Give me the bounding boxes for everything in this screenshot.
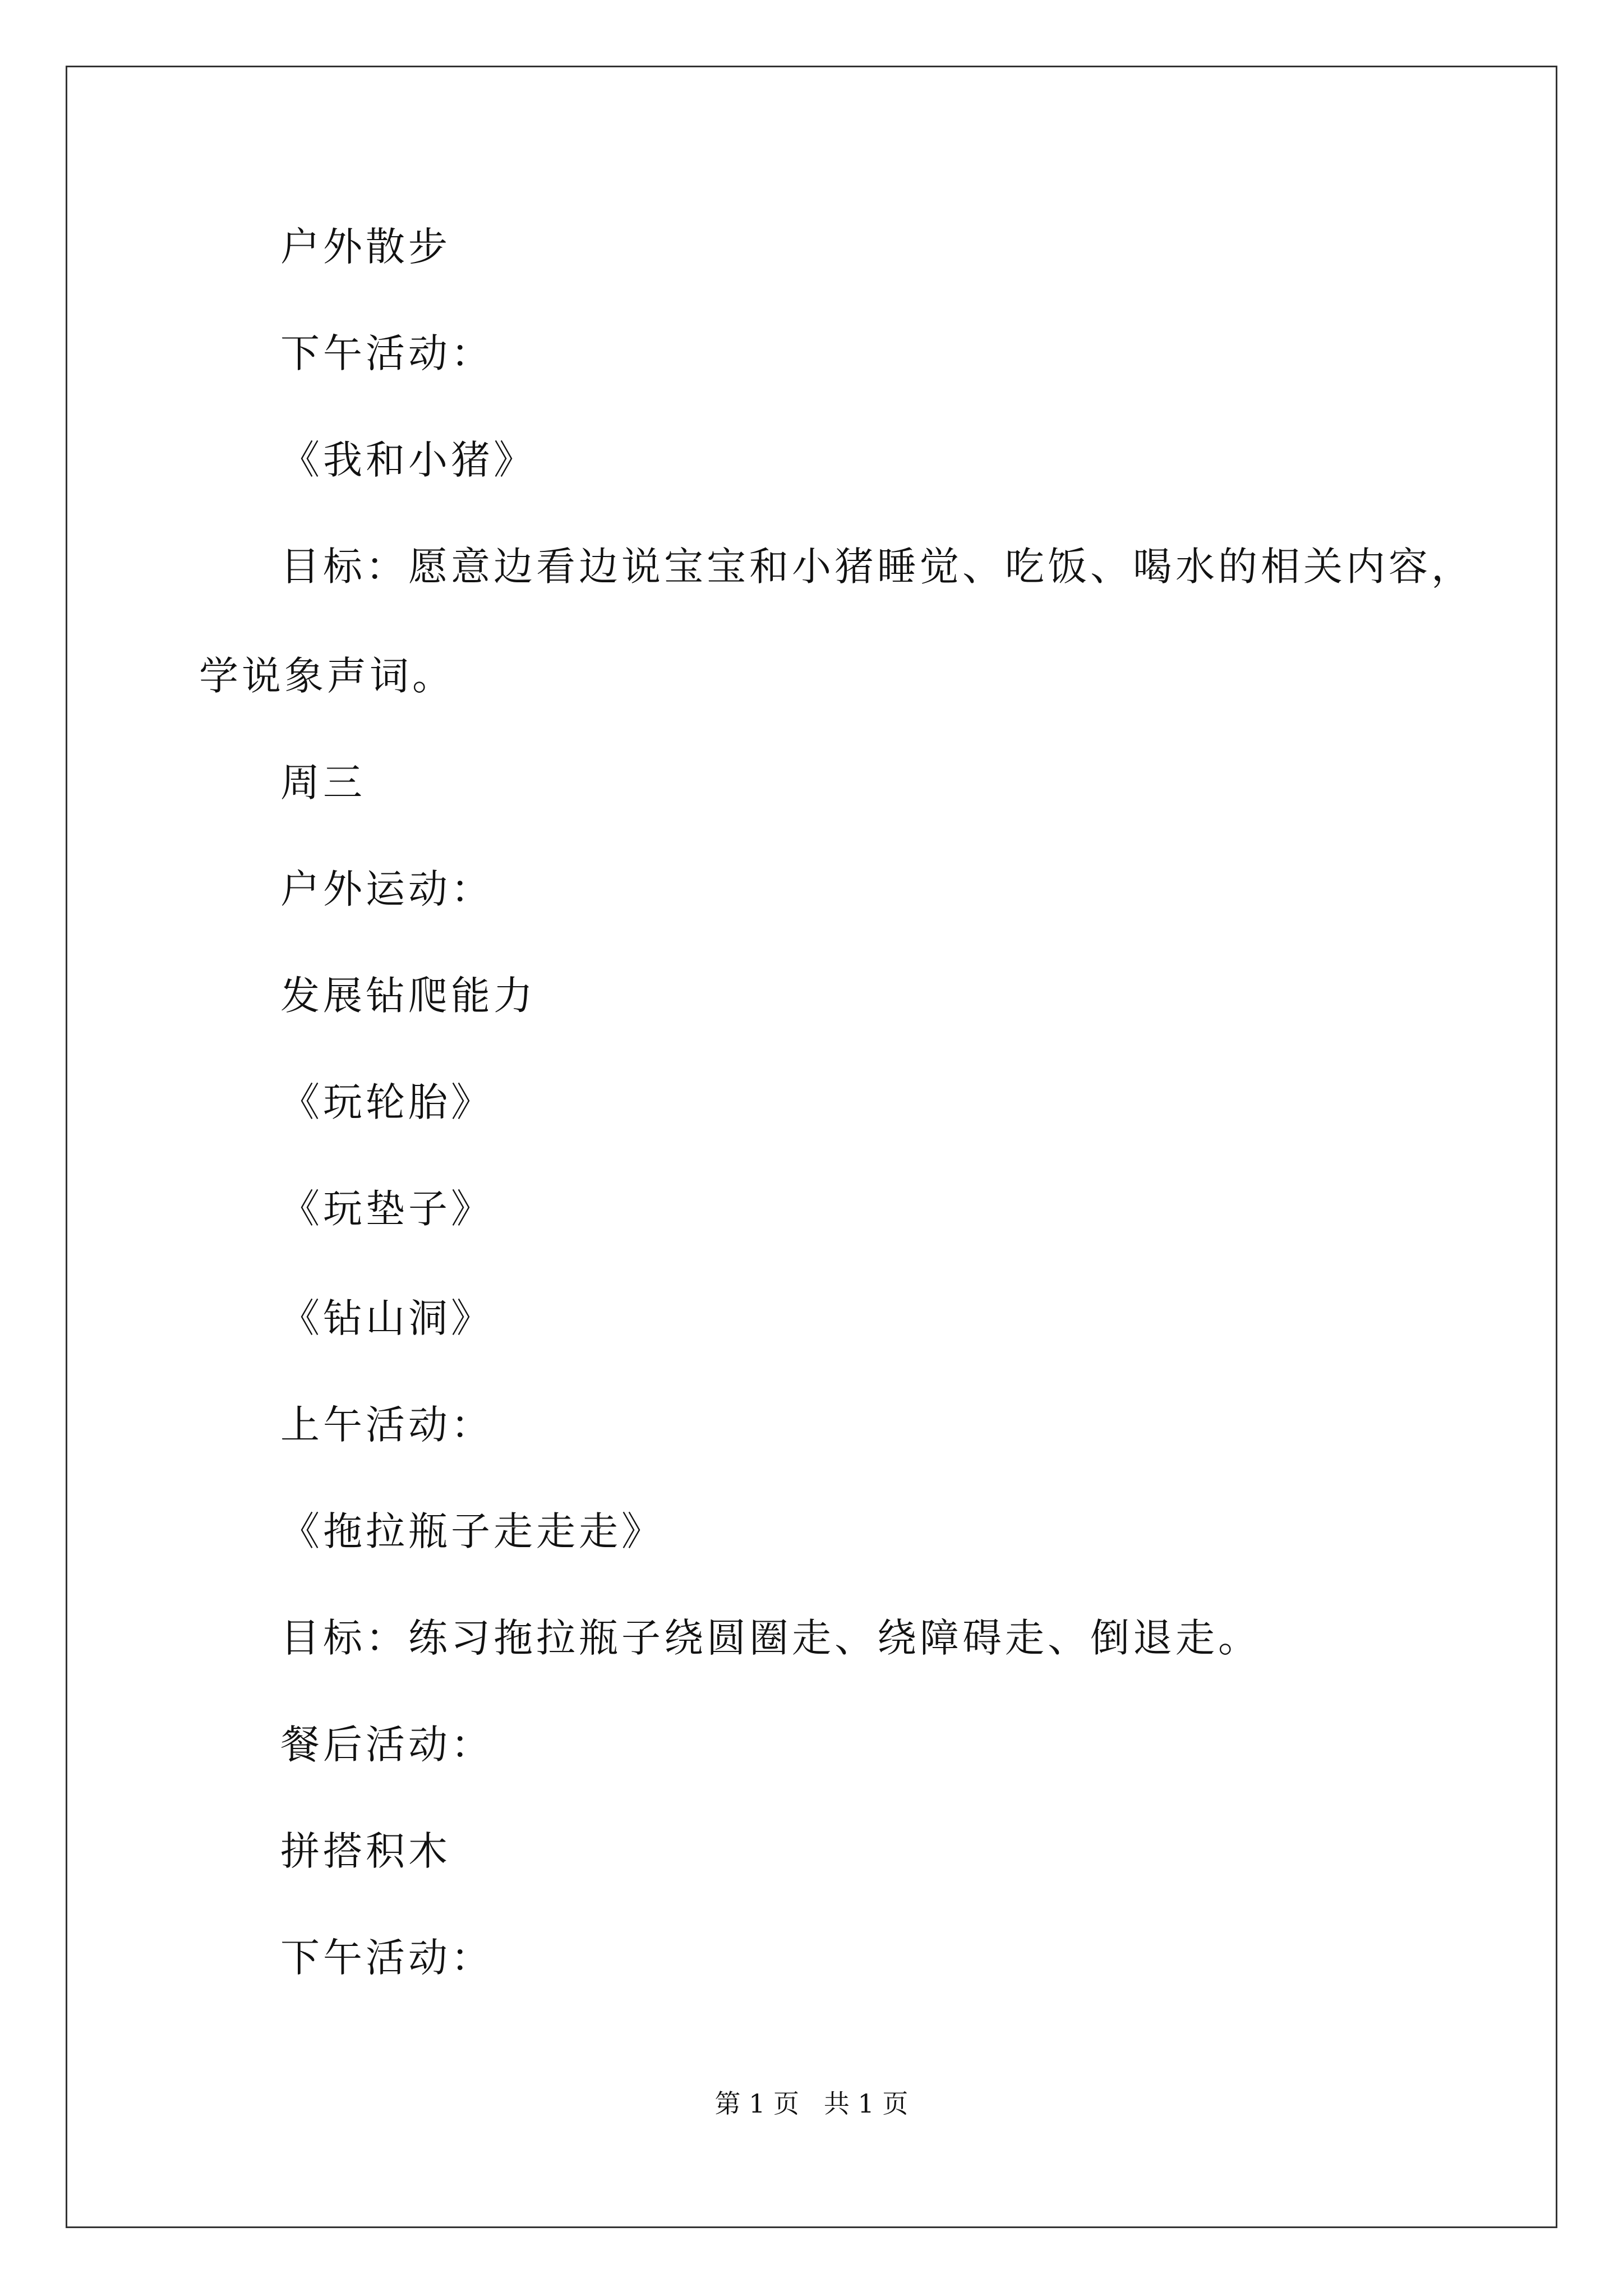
text-line: 《我和小猪》 xyxy=(280,437,536,483)
text-line: 《玩轮胎》 xyxy=(280,1079,494,1125)
text-line: 户外运动： xyxy=(280,866,494,912)
text-line: 《拖拉瓶子走走走》 xyxy=(280,1508,664,1554)
text-line: 目标：愿意边看边说宝宝和小猪睡觉、吃饭、喝水的相关内容， xyxy=(280,544,1474,590)
text-line: 餐后活动： xyxy=(280,1722,494,1768)
text-line: 周三 xyxy=(280,760,366,806)
text-line: 上午活动： xyxy=(280,1402,494,1448)
text-line: 学说象声词。 xyxy=(199,653,455,699)
text-line: 《钻山洞》 xyxy=(280,1295,494,1341)
text-line: 下午活动： xyxy=(280,330,494,376)
text-line: 下午活动： xyxy=(280,1935,494,1981)
text-line: 目标：练习拖拉瓶子绕圆圈走、绕障碍走、倒退走。 xyxy=(280,1615,1261,1661)
text-line: 户外散步 xyxy=(280,224,451,270)
page-border xyxy=(66,66,1557,2228)
text-line: 《玩垫子》 xyxy=(280,1186,494,1232)
text-line: 发展钻爬能力 xyxy=(280,973,536,1019)
page-number-footer: 第 1 页 共 1 页 xyxy=(714,2088,909,2119)
text-line: 拼搭积木 xyxy=(280,1828,451,1874)
